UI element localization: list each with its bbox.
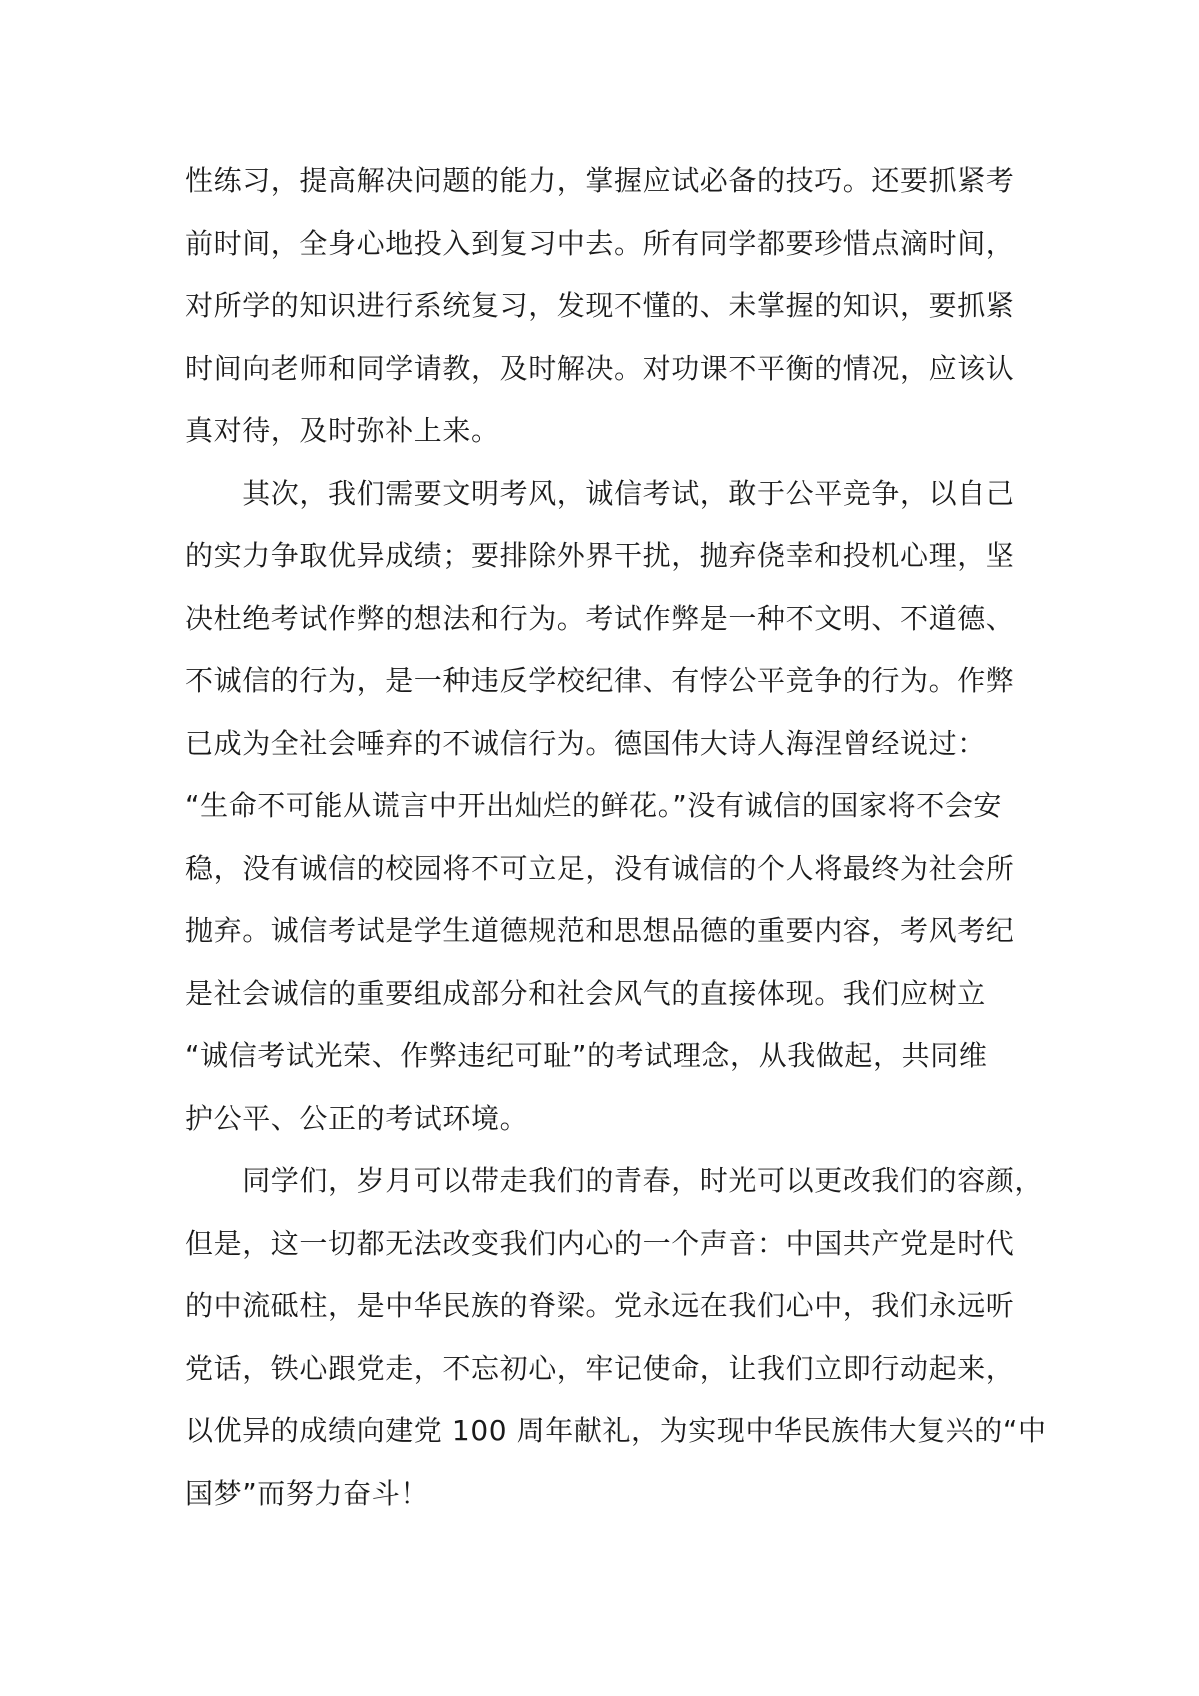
text-line: 同学们，岁月可以带走我们的青春，时光可以更改我们的容颜， [185, 1164, 1044, 1197]
text-line: 的中流砥柱，是中华民族的脊梁。党永远在我们心中，我们永远听 [185, 1289, 1015, 1322]
text-line: 性练习，提高解决问题的能力，掌握应试必备的技巧。还要抓紧考 [185, 164, 1015, 197]
paragraph-3 [185, 1150, 1045, 1525]
text-line: 国梦”而努力奋斗！ [185, 1476, 429, 1510]
paragraph-1 [185, 150, 1045, 463]
text-line: 决杜绝考试作弊的想法和行为。考试作弊是一种不文明、不道德、 [185, 601, 1015, 635]
text-line: 时间向老师和同学请教，及时解决。对功课不平衡的情况，应该认 [185, 351, 1015, 385]
text-line: 但是，这一切都无法改变我们内心的一个声音：中国共产党是时代 [185, 1226, 1015, 1260]
text-line: 是社会诚信的重要组成部分和社会风气的直接体现。我们应树立 [185, 976, 986, 1010]
text-line: 以优异的成绩向建党 100 周年献礼，为实现中华民族伟大复兴的“中 [185, 1414, 1047, 1447]
text-line: “诚信考试光荣、作弊违纪可耻”的考试理念，从我做起，共同维 [185, 1039, 988, 1072]
text-line: 前时间，全身心地投入到复习中去。所有同学都要珍惜点滴时间， [185, 226, 1015, 260]
text-line: 真对待，及时弥补上来。 [185, 414, 500, 447]
text-line: 稳，没有诚信的校园将不可立足，没有诚信的个人将最终为社会所 [185, 851, 1015, 885]
text-line: 对所学的知识进行系统复习，发现不懂的、未掌握的知识，要抓紧 [185, 289, 1015, 322]
text-line: 抛弃。诚信考试是学生道德规范和思想品德的重要内容，考风考纪 [185, 914, 1015, 947]
text-line: 党话，铁心跟党走，不忘初心，牢记使命，让我们立即行动起来， [185, 1351, 1015, 1385]
text-line: 已成为全社会唾弃的不诚信行为。德国伟大诗人海涅曾经说过： [185, 726, 986, 760]
text-line: 其次，我们需要文明考风，诚信考试，敢于公平竞争，以自己 [185, 476, 1015, 510]
text-line: 的实力争取优异成绩；要排除外界干扰，抛弃侥幸和投机心理，坚 [185, 539, 1015, 572]
text-line: 不诚信的行为，是一种违反学校纪律、有悖公平竞争的行为。作弊 [185, 664, 1015, 697]
text-line: 护公平、公正的考试环境。 [185, 1101, 529, 1135]
text-line: “生命不可能从谎言中开出灿烂的鲜花。”没有诚信的国家将不会安 [185, 789, 1003, 822]
document-body [185, 150, 1045, 1525]
paragraph-2 [185, 463, 1045, 1151]
